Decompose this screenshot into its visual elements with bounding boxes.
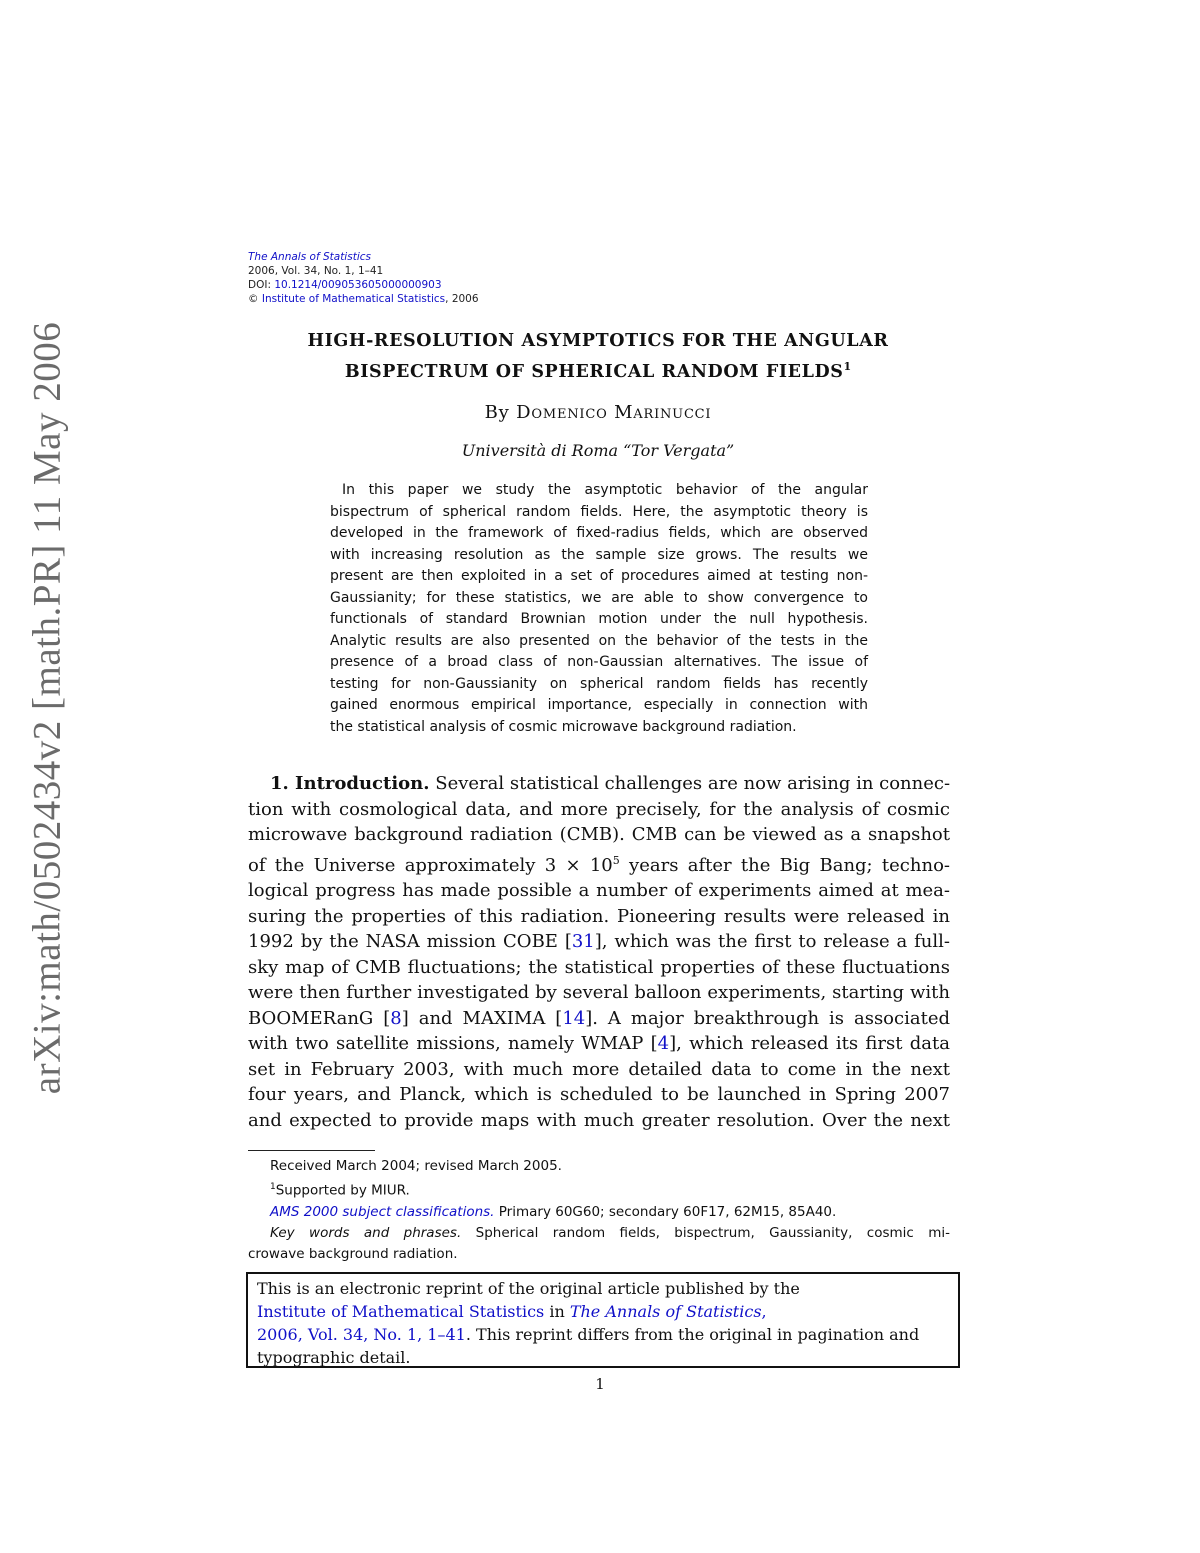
citation-link-4[interactable]: 4 (657, 1033, 670, 1054)
reprint-line: This is an electronic reprint of the original article published by the (257, 1279, 800, 1298)
reprint-text: in (544, 1302, 570, 1321)
doi-label: DOI: (248, 279, 271, 291)
intro-text: ], which released its first data (669, 1033, 950, 1054)
intro-line: four years, and Planck, which is scheduled to be launched in Spring 2007 (248, 1084, 950, 1105)
author-by: By (484, 402, 510, 423)
reprint-text: . This reprint differs from the original in pagination and (465, 1325, 920, 1344)
abstract-line: presence of a broad class of non-Gaussian alternatives. The issue of (330, 654, 868, 670)
abstract-line: with increasing resolution as the sample size grows. The results we (330, 546, 868, 563)
intro-text: years after the Big Bang; techno- (619, 854, 950, 876)
page-number: 1 (595, 1375, 605, 1393)
intro-text: ] and MAXIMA [ (401, 1007, 563, 1029)
intro-text: Several statistical challenges are now arising in connec- (435, 773, 951, 794)
doi-link[interactable]: 10.1214/009053605000000903 (274, 279, 442, 291)
abstract (330, 480, 868, 738)
author-line (248, 402, 948, 423)
intro-line: tion with cosmological data, and more precisely, for the analysis of cosmic (248, 798, 950, 820)
ams-classification-text: Primary 60G60; secondary 60F17, 62M15, 85A40. (494, 1203, 837, 1220)
reprint-notice-box (246, 1272, 960, 1368)
journal-volume-line: 2006, Vol. 34, No. 1, 1–41 (248, 265, 384, 277)
title-footnote-mark[interactable]: 1 (843, 360, 852, 373)
citation-link-14[interactable]: 14 (562, 1007, 586, 1029)
title-line-1: HIGH-RESOLUTION ASYMPTOTICS FOR THE ANGULAR (307, 331, 889, 351)
intro-text: ]. A major breakthrough is associated (585, 1007, 950, 1029)
copyright-icon: © (248, 293, 259, 305)
abstract-line: In this paper we study the asymptotic behavior of the angular (342, 482, 868, 498)
exponent: 5 (612, 853, 620, 867)
paper-title (248, 329, 948, 385)
footnote-mark: 1 (270, 1182, 276, 1192)
ams-classification-link[interactable]: AMS 2000 subject classifications. (270, 1203, 495, 1220)
support-note: Supported by MIUR. (275, 1182, 410, 1199)
intro-text: ], which was the first to release a full- (594, 931, 950, 952)
reprint-comma: , (761, 1302, 767, 1321)
intro-line: suring the properties of this radiation. Pioneering results were released in (248, 905, 950, 927)
intro-line: microwave background radiation (CMB). CMB can be viewed as a snapshot (248, 824, 950, 845)
arxiv-stamp-text: arXiv:math/0502434v2 [math.PR] 11 May 2006 (25, 321, 69, 1095)
citation-link-8[interactable]: 8 (390, 1007, 402, 1029)
title-line-2: BISPECTRUM OF SPHERICAL RANDOM FIELDS (344, 361, 844, 382)
intro-line: logical progress has made possible a number of experiments aimed at mea- (248, 880, 950, 901)
abstract-line: functionals of standard Brownian motion under the null hypothesis. (330, 611, 868, 627)
intro-text: of the Universe approximately 3 × 10 (248, 854, 613, 876)
abstract-line: testing for non-Gaussianity on spherical random fields has recently (330, 675, 868, 692)
footnotes (248, 1156, 950, 1265)
intro-line: set in February 2003, with much more detailed data to come in the next (248, 1058, 950, 1080)
section-heading: 1. Introduction. (270, 773, 430, 794)
abstract-line: the statistical analysis of cosmic microwave background radiation. (330, 718, 797, 735)
abstract-line: Analytic results are also presented on the behavior of the tests in the (330, 632, 868, 649)
copyright-year: , 2006 (445, 293, 479, 305)
publisher-link[interactable]: Institute of Mathematical Statistics (261, 293, 446, 305)
citation-link-31[interactable]: 31 (571, 931, 595, 952)
intro-line: and expected to provide maps with much greater resolution. Over the next (248, 1109, 950, 1131)
author-name: Domenico Marinucci (516, 402, 712, 423)
abstract-line: developed in the framework of fixed-radius fields, which are observed (330, 525, 868, 541)
abstract-line: gained enormous empirical importance, especially in connection with (330, 697, 868, 713)
reprint-citation-link[interactable]: 2006, Vol. 34, No. 1, 1–41 (257, 1325, 466, 1344)
reprint-publisher-link[interactable]: Institute of Mathematical Statistics (257, 1302, 545, 1321)
introduction-section (248, 771, 950, 1133)
keywords-text: Spherical random fields, bispectrum, Gaussianity, cosmic mi- (461, 1224, 950, 1241)
footnote-divider (248, 1150, 375, 1151)
intro-line: were then further investigated by several balloon experiments, starting with (248, 982, 950, 1003)
intro-text: BOOMERanG [ (248, 1007, 391, 1029)
keywords-text-cont: crowave background radiation. (248, 1245, 458, 1262)
reprint-line: typographic detail. (257, 1348, 411, 1367)
intro-text: 1992 by the NASA mission COBE [ (248, 931, 572, 952)
abstract-line: present are then exploited in a set of procedures aimed at testing non- (330, 568, 868, 584)
reprint-journal-link[interactable]: The Annals of Statistics (569, 1302, 762, 1321)
received-date: Received March 2004; revised March 2005. (270, 1158, 562, 1174)
intro-text: with two satellite missions, namely WMAP [ (248, 1033, 658, 1054)
intro-line: sky map of CMB fluctuations; the statistical properties of these fluctuations (248, 956, 950, 978)
journal-name-link[interactable]: The Annals of Statistics (248, 251, 371, 263)
keywords-label: Key words and phrases. (270, 1224, 462, 1241)
author-affiliation: Università di Roma “Tor Vergata” (461, 441, 735, 460)
journal-header (248, 250, 479, 306)
abstract-line: bispectrum of spherical random fields. Here, the asymptotic theory is (330, 503, 868, 520)
abstract-line: Gaussianity; for these statistics, we are able to show convergence to (330, 589, 868, 606)
